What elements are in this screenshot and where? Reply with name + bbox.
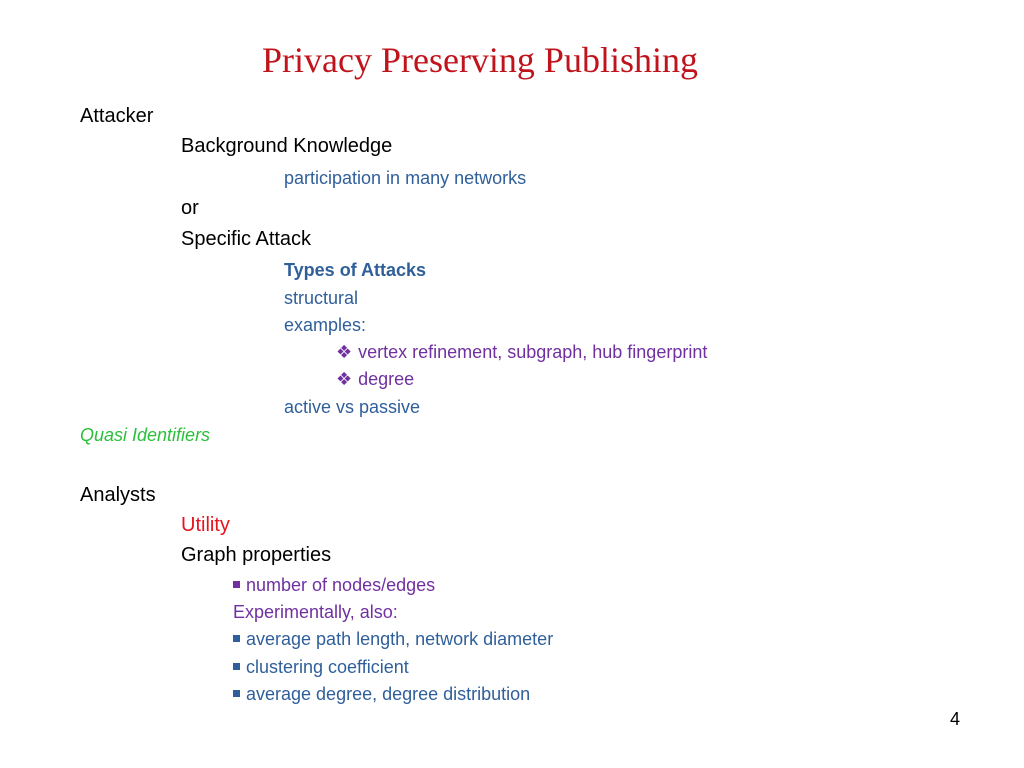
slide-title: Privacy Preserving Publishing: [262, 40, 698, 80]
page-number: 4: [950, 709, 961, 729]
participation-text: participation in many networks: [284, 168, 527, 188]
analysts-heading: Analysts: [80, 484, 156, 506]
specific-attack-label: Specific Attack: [181, 228, 312, 250]
examples-label: examples:: [284, 315, 367, 335]
example-item-text: vertex refinement, subgraph, hub fingerprint: [358, 342, 708, 362]
square-bullet-icon: [233, 635, 240, 642]
list-item-text: clustering coefficient: [246, 657, 409, 677]
list-item: [233, 655, 409, 679]
list-item: [233, 682, 530, 706]
list-item-text: number of nodes/edges: [246, 575, 436, 595]
list-item-text: average degree, degree distribution: [246, 684, 531, 704]
list-item: [233, 573, 435, 597]
example-item-text: degree: [358, 369, 415, 389]
structural-label: structural: [284, 288, 359, 308]
square-bullet-icon: [233, 690, 240, 697]
quasi-identifiers-label: Quasi Identifiers: [80, 425, 211, 445]
list-item-text: average path length, network diameter: [246, 629, 554, 649]
experimentally-label: Experimentally, also:: [233, 602, 398, 622]
or-label: or: [181, 197, 199, 219]
square-bullet-icon: [233, 663, 240, 670]
diamond-bullet-icon: ❖: [336, 342, 353, 362]
list-item: [233, 627, 553, 651]
background-knowledge-label: Background Knowledge: [181, 135, 393, 157]
active-passive-label: active vs passive: [284, 397, 421, 417]
example-item: [336, 340, 707, 364]
utility-label: Utility: [181, 514, 230, 536]
attacker-heading: Attacker: [80, 105, 154, 127]
types-of-attacks-label: Types of Attacks: [284, 260, 427, 280]
square-bullet-icon: [233, 581, 240, 588]
graph-properties-label: Graph properties: [181, 544, 332, 566]
diamond-bullet-icon: ❖: [336, 369, 353, 389]
example-item: [336, 367, 414, 391]
